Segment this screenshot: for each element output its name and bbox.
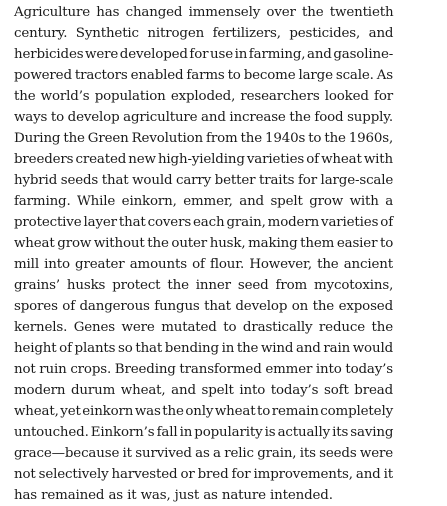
text-line: grace—because it survived as a relic grain, its seeds were bbox=[14, 446, 394, 461]
text-line: not ruin crops. Breeding transformed emmer into today’s bbox=[14, 362, 393, 377]
document-page bbox=[14, 2, 393, 506]
text-line: modern durum wheat, and spelt into today’s soft bread bbox=[14, 383, 393, 398]
text-line: wheat grow without the outer husk, making them easier to bbox=[14, 236, 394, 251]
text-line: Agriculture has changed immensely over the twentieth bbox=[14, 5, 394, 20]
text-line: herbicides were developed for use in farming, and gasoline- bbox=[14, 47, 394, 62]
text-line: breeders created new high-yielding varieties of wheat with bbox=[14, 152, 393, 167]
body-paragraph bbox=[14, 2, 393, 506]
text-line: height of plants so that bending in the wind and rain would bbox=[14, 341, 393, 356]
text-line: spores of dangerous fungus that develop on the exposed bbox=[14, 299, 393, 314]
text-line: the world’s population exploded, researchers looked for bbox=[14, 89, 393, 104]
text-line: powered tractors enabled farms to become large scale. As bbox=[14, 68, 393, 83]
text-line: has remained as it was, just as nature intended. bbox=[14, 488, 333, 503]
text-line: kernels. Genes were mutated to drastically reduce the bbox=[14, 320, 393, 335]
text-line: ways to develop agriculture and increase the food supply. bbox=[14, 110, 393, 125]
text-line: hybrid seeds that would carry better traits for large-scale bbox=[14, 173, 394, 188]
text-line: mill into greater amounts of flour. However, the ancient bbox=[14, 257, 393, 272]
text-line: not selectively harvested or bred for improvements, and it bbox=[14, 467, 393, 482]
text-line: untouched. Einkorn’s fall in popularity is actually its saving bbox=[14, 425, 394, 440]
text-line: protective layer that covers each grain, modern varieties of bbox=[14, 215, 393, 230]
text-line: wheat, yet einkorn was the only wheat to remain completely bbox=[14, 404, 393, 419]
text-line: farming. While einkorn, emmer, and spelt grow with a bbox=[14, 194, 394, 209]
text-line: grains’ husks protect the inner seed from mycotoxins, bbox=[14, 278, 394, 293]
text-line: During the Green Revolution from the 1940s to the 1960s, bbox=[14, 131, 394, 146]
text-line: century. Synthetic nitrogen fertilizers, pesticides, and bbox=[14, 26, 394, 41]
